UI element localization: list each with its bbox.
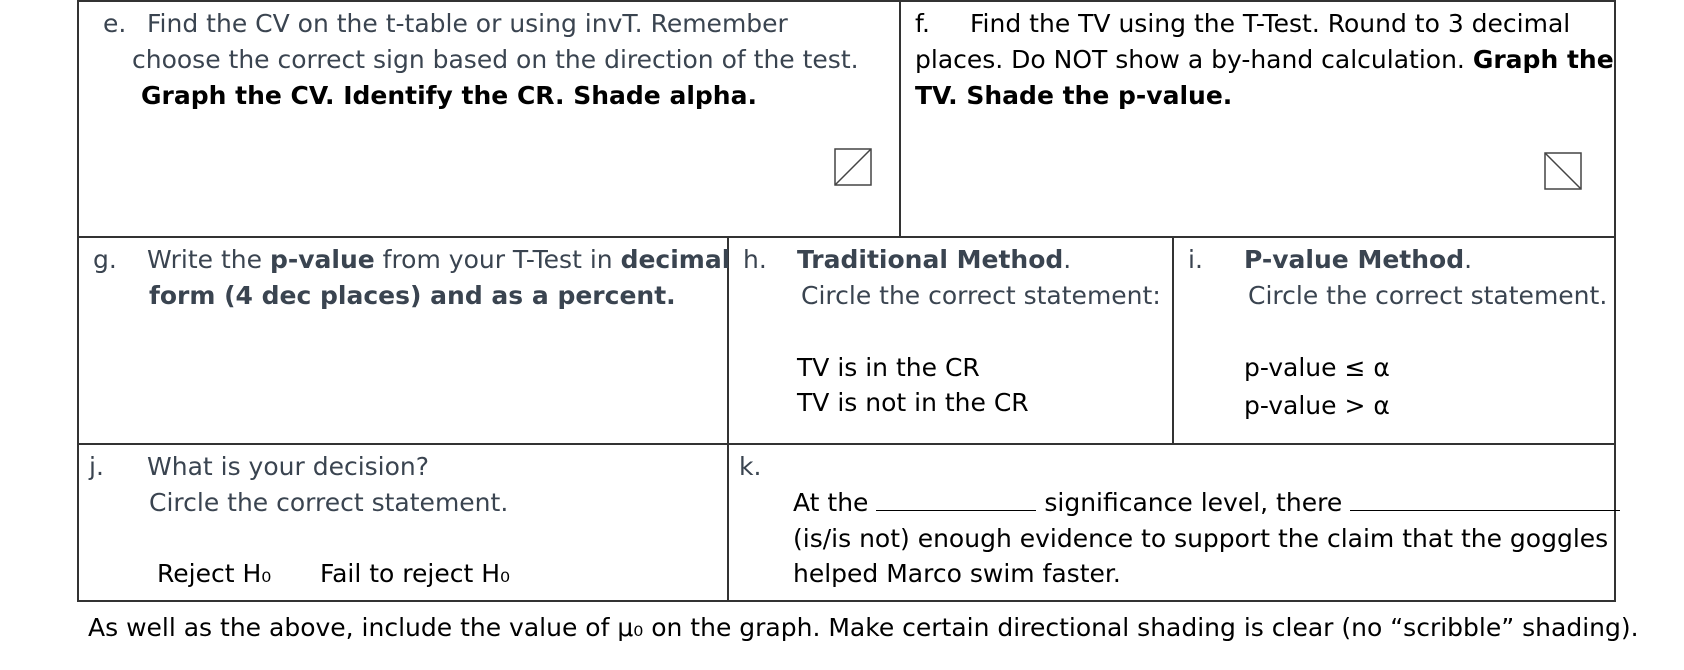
cell-g-line2: form (4 dec places) and as a percent. xyxy=(149,281,676,310)
footer-note: As well as the above, include the value of μ₀ on the graph. Make certain directional shading is clear (no “scribble” shading). xyxy=(88,613,1639,642)
cell-e-line1: Find the CV on the t-table or using invT. Remember xyxy=(147,9,788,38)
cell-h-title: Traditional Method. xyxy=(797,245,1072,274)
cell-f-letter: f. xyxy=(915,9,930,38)
row1-bottom-border xyxy=(77,236,1615,238)
gh-divider xyxy=(727,236,729,602)
cell-h-option-1[interactable]: TV is in the CR xyxy=(797,353,980,382)
cell-k-line3: helped Marco swim faster. xyxy=(793,559,1121,588)
half-shaded-checkbox-icon[interactable] xyxy=(1544,152,1582,190)
table-left-border xyxy=(77,0,79,602)
cell-i-subtitle: Circle the correct statement. xyxy=(1248,281,1608,310)
cell-h-option-2[interactable]: TV is not in the CR xyxy=(797,388,1029,417)
cell-h-letter: h. xyxy=(743,245,767,274)
ef-divider xyxy=(899,0,901,237)
cell-k-letter: k. xyxy=(739,452,762,481)
cell-f-line2: places. Do NOT show a by-hand calculation. Graph the xyxy=(915,45,1614,74)
cell-f-line3: TV. Shade the p-value. xyxy=(915,81,1233,110)
row2-bottom-border xyxy=(77,443,1615,445)
cell-j-option-1[interactable]: Reject H₀ xyxy=(157,559,272,588)
table-bottom-border xyxy=(77,600,1615,602)
hi-divider xyxy=(1172,236,1174,444)
cell-i-letter: i. xyxy=(1188,245,1203,274)
cell-h-subtitle: Circle the correct statement: xyxy=(801,281,1161,310)
cell-k-line2: (is/is not) enough evidence to support the claim that the goggles xyxy=(793,524,1609,553)
cell-g-letter: g. xyxy=(93,245,117,274)
half-shaded-checkbox-icon[interactable] xyxy=(834,148,872,186)
table-top-border xyxy=(77,0,1615,2)
cell-i-title: P-value Method. xyxy=(1244,245,1473,274)
cell-e-line2: choose the correct sign based on the direction of the test. xyxy=(132,45,859,74)
cell-i-option-2[interactable]: p-value > α xyxy=(1244,391,1390,420)
significance-level-blank[interactable] xyxy=(876,486,1036,511)
cell-i-option-1[interactable]: p-value ≤ α xyxy=(1244,353,1390,382)
cell-g-line1: Write the p-value from your T-Test in decimal xyxy=(147,245,731,274)
is-is-not-blank[interactable] xyxy=(1350,486,1620,511)
cell-k-line1: At the significance level, there xyxy=(793,485,1620,521)
cell-f-line1: Find the TV using the T-Test. Round to 3 decimal xyxy=(970,9,1571,38)
cell-j-line1: What is your decision? xyxy=(147,452,430,481)
cell-e-letter: e. xyxy=(103,9,127,38)
cell-e-line3: Graph the CV. Identify the CR. Shade alpha. xyxy=(141,81,757,110)
cell-j-line2: Circle the correct statement. xyxy=(149,488,509,517)
cell-j-option-2[interactable]: Fail to reject H₀ xyxy=(320,559,511,588)
cell-j-letter: j. xyxy=(89,452,104,481)
